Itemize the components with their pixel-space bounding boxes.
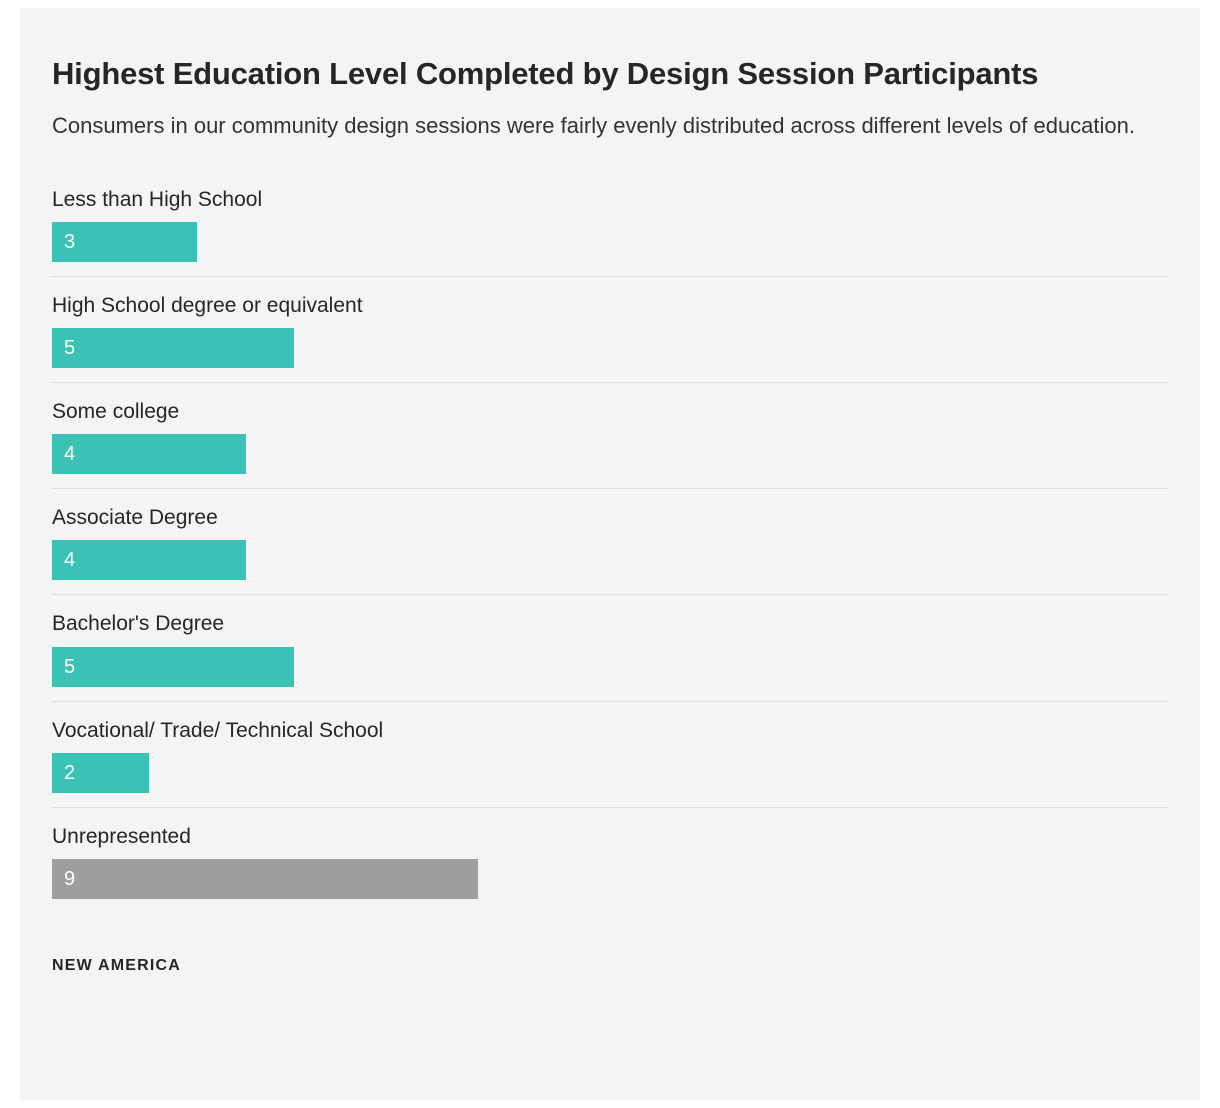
bar-row [52,277,1168,383]
bar-row [52,702,1168,808]
chart-title: Highest Education Level Completed by Design Session Participants [52,56,1039,91]
bar-row [52,489,1168,595]
brand-logo: NEW AMERICA [52,956,182,974]
bar-row [52,383,1168,489]
bar-label: Unrepresented [52,824,191,848]
bar-track [52,859,1168,899]
bar-label: Associate Degree [52,506,218,530]
bar-fill-associate-degree[interactable] [52,540,246,580]
bar-label: High School degree or equivalent [52,293,363,317]
bar-fill-some-college[interactable] [52,434,246,474]
bar-label: Vocational/ Trade/ Technical School [52,718,384,742]
bar-value: 9 [64,867,76,890]
bar-value: 5 [64,655,76,678]
chart-subtitle: Consumers in our community design sessions were fairly evenly distributed across different levels of education. [52,112,1135,138]
bar-fill-bachelors-degree[interactable] [52,647,294,687]
bar-track [52,753,1168,793]
bar-fill-high-school-degree[interactable] [52,328,294,368]
bar-label: Bachelor's Degree [52,612,225,636]
bar-row [52,808,1168,913]
bar-row [52,171,1168,277]
bar-value: 4 [64,443,76,466]
bar-list [52,171,1168,913]
chart-card [20,8,1200,1100]
bar-value: 3 [64,230,76,253]
bar-label: Less than High School [52,187,263,211]
bar-value: 4 [64,549,76,572]
bar-fill-vocational-trade-technical[interactable] [52,753,149,793]
bar-track [52,328,1168,368]
bar-track [52,434,1168,474]
bar-fill-less-than-high-school[interactable] [52,222,197,262]
bar-value: 5 [64,337,76,359]
bar-row [52,595,1168,701]
bar-value: 2 [64,761,76,784]
bar-track [52,647,1168,687]
bar-track [52,222,1168,262]
bar-track [52,540,1168,580]
bar-fill-unrepresented[interactable] [52,859,478,899]
bar-label: Some college [52,400,180,423]
